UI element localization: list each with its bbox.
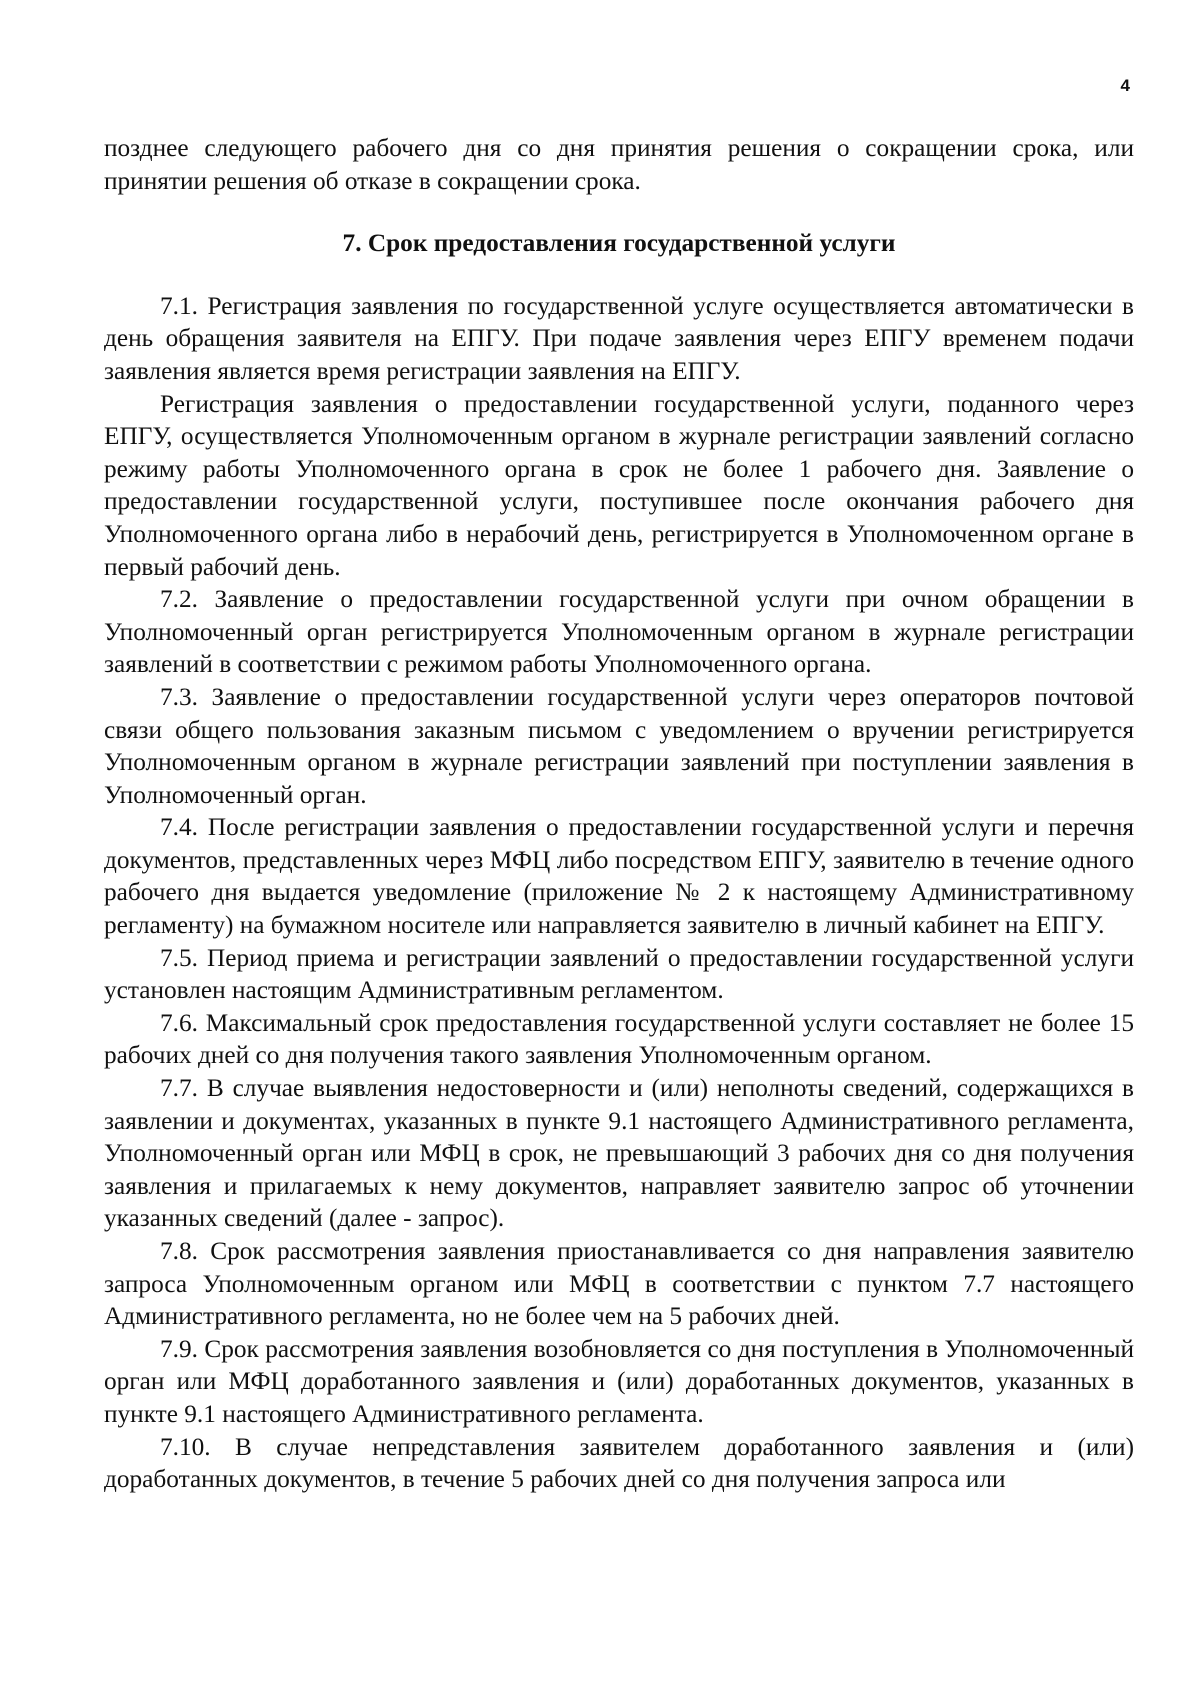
intro-paragraph: позднее следующего рабочего дня со дня принятия решения о сокращении срока, или принятии решения об отказе в сокращении срока.	[104, 134, 1134, 195]
paragraph-7-10: 7.10. В случае непредставления заявителем доработанного заявления и (или) доработанных документов, в течение 5 рабочих дней со дня получения запроса или	[104, 1432, 1134, 1494]
paragraph-7-8: 7.8. Срок рассмотрения заявления приостанавливается со дня направления заявителю запроса Уполномоченным органом или МФЦ в соответствии с пунктом 7.7 настоящего Административного регламента, но не более чем на 5 рабочих дней.	[104, 1237, 1134, 1331]
paragraph-7-7: 7.7. В случае выявления недостоверности и (или) неполноты сведений, содержащихся в заявлении и документах, указанных в пункте 9.1 настоящего Административного регламента, Уполномоченный орган или МФЦ в срок, не превышающий 3 рабочих дня со дня получения заявления и прилагаемых к нему документов, направляет заявителю запрос об уточнении указанных сведений (далее - запрос).	[104, 1074, 1134, 1233]
paragraph-7-3: 7.3. Заявление о предоставлении государственной услуги через операторов почтовой связи общего пользования заказным письмом с уведомлением о вручении регистрируется Уполномоченным органом в журнале регистрации заявлений при поступлении заявления в Уполномоченный орган.	[104, 682, 1134, 809]
paragraph-7-6: 7.6. Максимальный срок предоставления государственной услуги составляет не более 15 рабочих дней со дня получения такого заявления Уполномоченным органом.	[104, 1008, 1134, 1070]
paragraph-7-1-registration: Регистрация заявления о предоставлении государственной услуги, поданного через ЕПГУ, осуществляется Уполномоченным органом в журнале регистрации заявлений согласно режиму работы Уполномоченного органа в срок не более 1 рабочего дня. Заявление о предоставлении государственной услуги, поступившее после окончания рабочего дня Уполномоченного органа либо в нерабочий день, регистрируется в Уполномоченном органе в первый рабочий день.	[104, 389, 1134, 581]
paragraph-7-1: 7.1. Регистрация заявления по государственной услуге осуществляется автоматически в день обращения заявителя на ЕПГУ. При подаче заявления через ЕПГУ временем подачи заявления является время регистрации заявления на ЕПГУ.	[104, 291, 1134, 385]
paragraph-7-2: 7.2. Заявление о предоставлении государственной услуги при очном обращении в Уполномоченный орган регистрируется Уполномоченным органом в журнале регистрации заявлений в соответствии с режимом работы Уполномоченного органа.	[104, 585, 1134, 679]
paragraph-7-9: 7.9. Срок рассмотрения заявления возобновляется со дня поступления в Уполномоченный орган или МФЦ доработанного заявления и (или) доработанных документов, указанных в пункте 9.1 настоящего Административного регламента.	[104, 1334, 1134, 1428]
paragraph-7-4: 7.4. После регистрации заявления о предоставлении государственной услуги и перечня документов, представленных через МФЦ либо посредством ЕПГУ, заявителю в течение одного рабочего дня выдается уведомление (приложение № 2 к настоящему Административному регламенту) на бумажном носителе или направляется заявителю в личный кабинет на ЕПГУ.	[104, 813, 1134, 940]
paragraph-7-5: 7.5. Период приема и регистрации заявлений о предоставлении государственной услуги установлен настоящим Административным регламентом.	[104, 943, 1134, 1005]
section-title: 7. Срок предоставления государственной услуги	[342, 229, 896, 258]
page-number: 4	[1120, 76, 1130, 95]
document-body	[104, 132, 1134, 1496]
